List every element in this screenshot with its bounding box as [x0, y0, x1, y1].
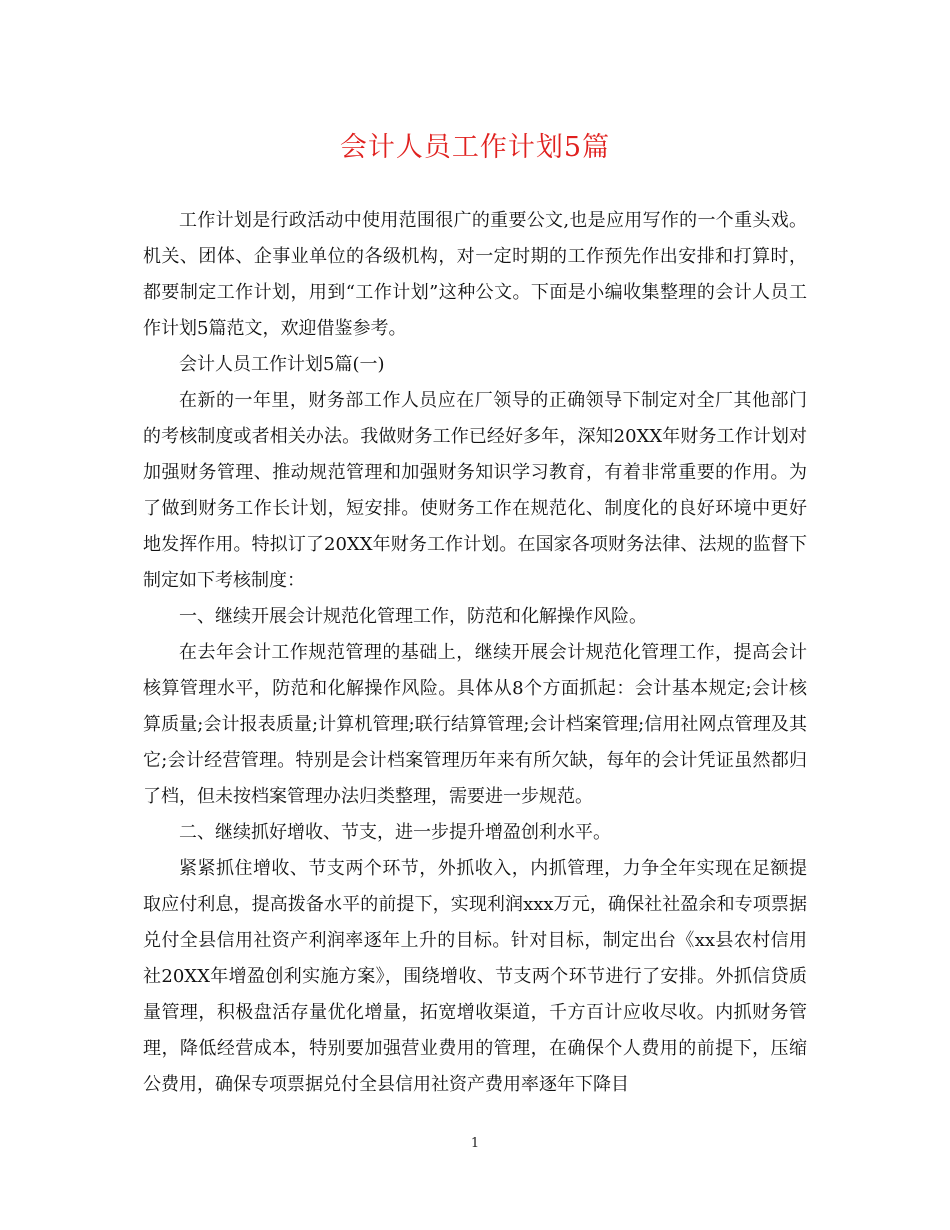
document-body: [143, 203, 807, 1103]
body-paragraph: 在去年会计工作规范管理的基础上，继续开展会计规范化管理工作，提高会计核算管理水平，防范和化解操作风险。具体从8个方面抓起：会计基本规定;会计核算质量;会计报表质量;计算机管理;联行结算管理;会计档案管理;信用社网点管理及其它;会计经营管理。特别是会计档案管理历年来有所欠缺，每年的会计凭证虽然都归了档，但未按档案管理办法归类整理，需要进一步规范。: [143, 642, 807, 807]
section-heading-plan-one: 会计人员工作计划5篇(一): [179, 354, 385, 375]
page-number: 1: [470, 1136, 480, 1151]
body-paragraph: 在新的一年里，财务部工作人员应在厂领导的正确领导下制定对全厂其他部门的考核制度或者相关办法。我做财务工作已经好多年，深知20XX年财务工作计划对加强财务管理、推动规范管理和加强财务知识学习教育，有着非常重要的作用。为了做到财务工作长计划，短安排。使财务工作在规范化、制度化的良好环境中更好地发挥作用。特拟订了20XX年财务工作计划。在国家各项财务法律、法规的监督下制定如下考核制度：: [143, 390, 807, 591]
document-title: 会计人员工作计划5篇: [339, 132, 611, 163]
intro-paragraph: 工作计划是行政活动中使用范围很广的重要公文,也是应用写作的一个重头戏。机关、团体、企事业单位的各级机构，对一定时期的工作预先作出安排和打算时，都要制定工作计划，用到“工作计划”这种公文。下面是小编收集整理的会计人员工作计划5篇范文，欢迎借鉴参考。: [143, 210, 807, 339]
section-heading-two: 二、继续抓好增收、节支，进一步提升增盈创利水平。: [179, 822, 611, 843]
section-heading-one: 一、继续开展会计规范化管理工作，防范和化解操作风险。: [179, 606, 647, 627]
body-paragraph: 紧紧抓住增收、节支两个环节，外抓收入，内抓管理，力争全年实现在足额提取应付利息，提高拨备水平的前提下，实现利润xxx万元，确保社社盈余和专项票据兑付全县信用社资产利润率逐年上升的目标。针对目标，制定出台《xx县农村信用社20XX年增盈创利实施方案》，围绕增收、节支两个环节进行了安排。外抓信贷质量管理，积极盘活存量优化增量，拓宽增收渠道，千方百计应收尽收。内抓财务管理，降低经营成本，特别要加强营业费用的管理，在确保个人费用的前提下，压缩公费用，确保专项票据兑付全县信用社资产费用率逐年下降目: [143, 858, 807, 1095]
